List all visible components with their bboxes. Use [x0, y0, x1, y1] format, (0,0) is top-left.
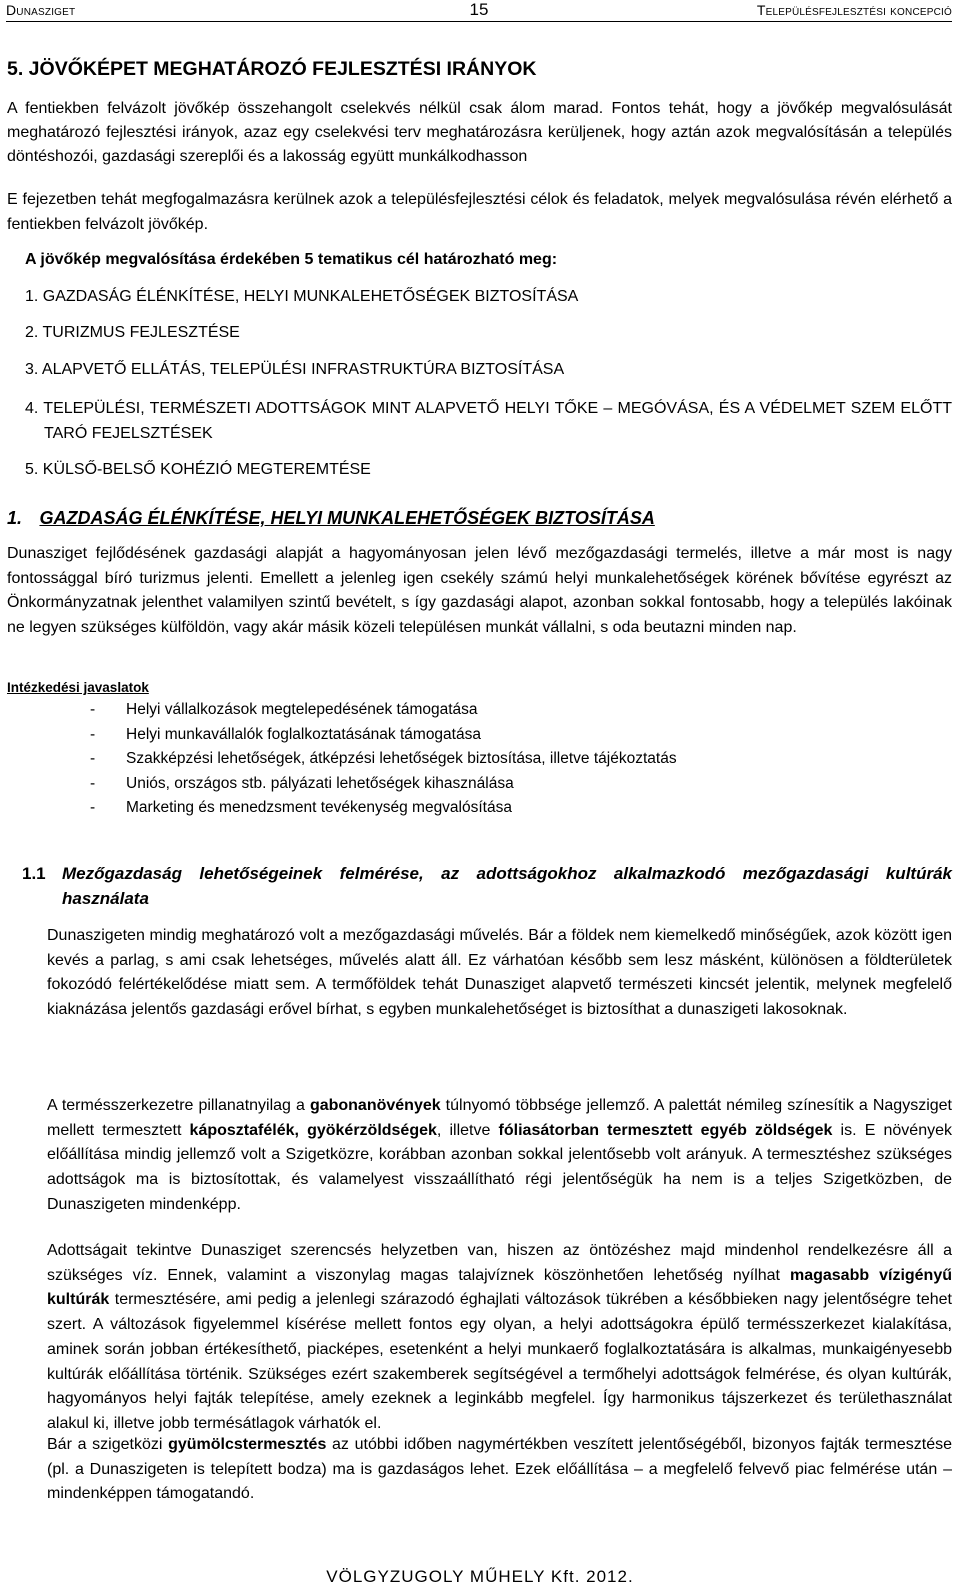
goal-item: 2. TURIZMUS FEJLESZTÉSE: [25, 324, 240, 341]
subsection-1-1-title: Mezőgazdaság lehetőségeinek felmérése, az adottságokhoz alkalmazkodó mezőgazdasági kultúrák használata: [62, 864, 952, 908]
bold-term: magasabb vízigényű kultúrák: [47, 1266, 953, 1309]
goal-item: 3. ALAPVETŐ ELLÁTÁS, TELEPÜLÉSI INFRASTRUKTÚRA BIZTOSÍTÁSA: [25, 361, 565, 378]
header-rule: [6, 21, 952, 22]
intro-paragraph-1: A fentiekben felvázolt jövőkép összehangolt cselekvés nélkül csak álom marad. Fontos tehát, hogy a jövőkép megvalósulását meghatározó fejlesztési irányok, azaz egy cselekvési terv meghatározásra kerüljenek, hogy aztán azok megvalósításán a település döntéshozói, gazdasági szereplői és a lakosság együtt munkálkodhasson: [7, 100, 952, 166]
text-run: is. E növények előállítása mindig jellemző volt a Szigetközre, korábban azonban sokkal jelentősebb volt arányuk. A termesztéshez szükséges adottságok ma is biztosítottak, és valamelyest visszaállítható régi jelentőségük ha nem is a teljes Szigetközben, de Dunaszigeten mindenképp.: [47, 1121, 952, 1213]
list-item: - Helyi vállalkozások megtelepedésének támogatása: [90, 701, 677, 726]
goal-item-text: 4. TELEPÜLÉSI, TERMÉSZETI ADOTTSÁGOK MINT ALAPVETŐ HELYI TŐKE – MEGÓVÁSA, ÉS A VÉDELMET SZEM ELŐTT TARÓ FEJELSZTÉSEK: [25, 400, 952, 442]
page-number: 15: [469, 0, 489, 19]
footer: VÖLGYZUGOLY MŰHELY Kft. 2012.: [326, 1567, 634, 1586]
bold-term: fóliasátorban termesztett egyéb zöldségek: [498, 1121, 833, 1139]
subsection-paragraph-1: Dunaszigeten mindig meghatározó volt a mezőgazdasági művelés. Bár a földek nem kiemelkedő minőségűek, azok között igen kevés a parlag, s ami csak lehetséges, művelés alatt áll. Ez várhatóan később sem lesz másként, különösen a földterületek fokozódó felértékelődése miatt sem. A termőföldek tehát Dunasziget alapvető természeti kincsét jelentik, melynek megfelelő kiaknázása jelentős gazdasági erővel bírhat, s egyben munkalehetőséget is biztosíthat a dunaszigeti lakosoknak.: [47, 927, 952, 1019]
text-run: az utóbbi időben nagymértékben veszített jelentőségéből, bizonyos fajták termesztése (pl. a Dunaszigeten is telepített bodza) ma is gazdaságos lehet. Ezek előállítása – a megfelelő felvevő piac felmérése után – mindenképpen támogatandó.: [47, 1436, 952, 1503]
section-1-paragraph: Dunasziget fejlődésének gazdasági alapját a hagyományosan jelen lévő mezőgazdasági termelés, illetve a már most is nagy fontossággal bíró turizmus jelenti. Emellett a jelenleg igen csekély számú helyi munkalehetőségek körének bővítése egyrészt az Önkormányzatnak jelenthet valamilyen szintű bevételt, s így gazdasági alapot, azonban sokkal fontosabb, hogy a település lakóinak ne legyen szükséges külföldön, vagy akár másik közeli településen munkát vállalni, s oda beutazni minden nap.: [7, 545, 952, 636]
bold-term: gyümölcstermesztés: [168, 1436, 327, 1453]
bold-term: káposztafélék, gyökérzöldségek: [189, 1121, 437, 1139]
subsection-1-1-heading: [22, 861, 952, 911]
measures-list: [90, 701, 677, 824]
text-run: termesztésére, ami pedig a jelenlegi szárazodó éghajlati változások tükrében a későbbieken nagy jelentőségre tehet szert. A változások figyelemmel kísérése mellett fontos egy olyan, a helyi adottságokra épülő termésszerkezet kialakítása, aminek során jobban értékesíthető, piacképes, esetenként a helyi munkaerő foglalkoztatására is alkalmas, munkaigényesebb kultúrák előállítása történik. Szükséges ezért szakemberek segítségével a termőhelyi adottságok felmérése, és olyan kultúrák, hagyományos helyi fajták telepítése, amely ezeknek a leginkább megfelel. Így harmonikus tájszerkezet és területhasználat alakul ki, illetve jobb termésátlagok várhatók el.: [47, 1291, 952, 1432]
subsection-1-1-number: 1.1: [22, 864, 46, 883]
goals-heading: A jövőkép megvalósítása érdekében 5 tematikus cél határozható meg:: [25, 251, 558, 268]
goal-item: 1. GAZDASÁG ÉLÉNKÍTÉSE, HELYI MUNKALEHETŐSÉGEK BIZTOSÍTÁSA: [25, 288, 579, 305]
section-1-heading: [7, 508, 952, 529]
list-item: - Helyi munkavállalók foglalkoztatásának támogatása: [90, 726, 677, 751]
list-item: - Marketing és menedzsment tevékenység megvalósítása: [90, 799, 677, 824]
intro-paragraph-2: E fejezetben tehát megfogalmazásra kerülnek azok a településfejlesztési célok és feladatok, melyek megvalósulása révén elérhető a fentiekben felvázolt jövőkép.: [7, 191, 952, 233]
text-run: A termésszerkezetre pillanatnyilag a: [47, 1097, 310, 1114]
subsection-paragraph-2: [47, 1094, 952, 1218]
list-item: - Uniós, országos stb. pályázati lehetőségek kihasználása: [90, 775, 677, 800]
subsection-paragraph-4: [47, 1433, 952, 1507]
bold-term: gabonanövények: [309, 1097, 441, 1114]
subsection-paragraph-3: [47, 1239, 952, 1437]
section-1-number: 1.: [7, 508, 23, 528]
text-run: , illetve: [436, 1121, 499, 1139]
text-run: Adottságait tekintve Dunasziget szerencsés helyzetben van, hiszen az öntözéshez majd mindenhol rendelkezésre áll a szükséges víz. Ennek, valamint a viszonylag magas talajvíznek köszönhetően lehetőség nyílhat: [47, 1242, 952, 1284]
measures-label: Intézkedési javaslatok: [7, 680, 149, 695]
goal-item: [25, 396, 952, 446]
chapter-title: 5. JÖVŐKÉPET MEGHATÁROZÓ FEJLESZTÉSI IRÁNYOK: [7, 58, 537, 80]
goal-item: 5. KÜLSŐ-BELSŐ KOHÉZIÓ MEGTEREMTÉSE: [25, 461, 371, 478]
list-item: - Szakképzési lehetőségek, átképzési lehetőségek biztosítása, illetve tájékoztatás: [90, 750, 677, 775]
header-left: Dunasziget: [6, 2, 76, 18]
text-run: túlnyomó többsége jellemző. A palettát némileg színesítik a Nagysziget mellett termesztett: [47, 1097, 952, 1139]
text-run: Bár a szigetközi: [47, 1436, 169, 1453]
section-1-title: GAZDASÁG ÉLÉNKÍTÉSE, HELYI MUNKALEHETŐSÉGEK BIZTOSÍTÁSA: [39, 508, 655, 528]
header-right: Településfejlesztési koncepció: [756, 2, 952, 18]
running-header: [6, 2, 952, 22]
